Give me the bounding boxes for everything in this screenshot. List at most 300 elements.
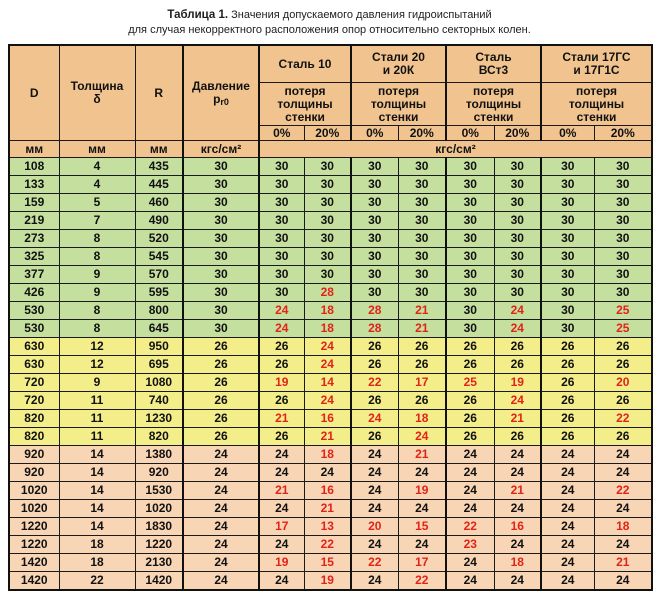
table-row <box>9 248 652 266</box>
steel-17gs-name-line-1: Стали 17ГС <box>562 50 631 64</box>
cell-steel-20-20pct: 30 <box>398 212 446 230</box>
cell-pressure: 30 <box>183 212 259 230</box>
header-wall-loss-steel-10 <box>259 83 351 126</box>
header-steel-17gs <box>541 45 652 83</box>
table-row <box>9 194 652 212</box>
cell-diameter: 1220 <box>9 536 59 554</box>
cell-radius: 800 <box>135 302 183 320</box>
cell-steel-10-0pct: 21 <box>259 410 304 428</box>
cell-17gs-0pct: 24 <box>541 572 594 591</box>
cell-thickness: 11 <box>59 410 135 428</box>
cell-thickness: 8 <box>59 302 135 320</box>
cell-steel-10-0pct: 19 <box>259 374 304 392</box>
wall-loss-line-1: потеря <box>575 83 617 98</box>
cell-pressure: 30 <box>183 320 259 338</box>
cell-radius: 2130 <box>135 554 183 572</box>
cell-radius: 695 <box>135 356 183 374</box>
table-caption <box>0 8 659 38</box>
cell-17gs-0pct: 30 <box>541 320 594 338</box>
cell-radius: 520 <box>135 230 183 248</box>
cell-17gs-20pct: 30 <box>594 248 652 266</box>
wall-loss-line-2: толщины <box>465 96 522 111</box>
cell-steel-20-20pct: 30 <box>398 230 446 248</box>
cell-vst3-0pct: 23 <box>446 536 494 554</box>
cell-17gs-0pct: 26 <box>541 374 594 392</box>
cell-radius: 1530 <box>135 482 183 500</box>
cell-vst3-20pct: 26 <box>494 338 541 356</box>
header-thickness-label: Толщина <box>70 79 124 93</box>
cell-steel-20-20pct: 30 <box>398 266 446 284</box>
cell-radius: 1080 <box>135 374 183 392</box>
table-row <box>9 356 652 374</box>
cell-steel-10-0pct: 17 <box>259 518 304 536</box>
header-steel-vst3 <box>446 45 541 83</box>
unit-diameter: мм <box>9 141 59 158</box>
header-radius <box>135 45 183 141</box>
cell-17gs-0pct: 24 <box>541 464 594 482</box>
cell-17gs-0pct: 30 <box>541 248 594 266</box>
cell-pressure: 30 <box>183 302 259 320</box>
table-row <box>9 410 652 428</box>
cell-diameter: 377 <box>9 266 59 284</box>
cell-diameter: 630 <box>9 356 59 374</box>
cell-diameter: 273 <box>9 230 59 248</box>
cell-thickness: 12 <box>59 338 135 356</box>
table-row <box>9 320 652 338</box>
cell-vst3-0pct: 30 <box>446 158 494 176</box>
cell-diameter: 1420 <box>9 554 59 572</box>
cell-steel-10-20pct: 30 <box>304 230 351 248</box>
header-diameter <box>9 45 59 141</box>
cell-steel-20-0pct: 30 <box>351 248 398 266</box>
cell-vst3-0pct: 30 <box>446 302 494 320</box>
cell-pressure: 26 <box>183 338 259 356</box>
cell-vst3-0pct: 24 <box>446 554 494 572</box>
cell-thickness: 14 <box>59 500 135 518</box>
cell-vst3-0pct: 26 <box>446 392 494 410</box>
cell-steel-10-0pct: 30 <box>259 284 304 302</box>
cell-17gs-0pct: 30 <box>541 194 594 212</box>
cell-vst3-20pct: 24 <box>494 500 541 518</box>
cell-steel-10-20pct: 30 <box>304 212 351 230</box>
cell-steel-20-0pct: 30 <box>351 176 398 194</box>
cell-steel-10-0pct: 24 <box>259 572 304 591</box>
header-radius-label: R <box>154 85 164 100</box>
cell-thickness: 7 <box>59 212 135 230</box>
cell-17gs-0pct: 30 <box>541 230 594 248</box>
wall-loss-line-1: потеря <box>377 83 419 98</box>
cell-steel-20-0pct: 24 <box>351 572 398 591</box>
cell-diameter: 820 <box>9 410 59 428</box>
cell-pressure: 30 <box>183 248 259 266</box>
caption-line-1 <box>0 8 659 23</box>
cell-pressure: 26 <box>183 410 259 428</box>
cell-17gs-0pct: 30 <box>541 302 594 320</box>
cell-steel-10-20pct: 18 <box>304 446 351 464</box>
cell-diameter: 219 <box>9 212 59 230</box>
cell-radius: 950 <box>135 338 183 356</box>
cell-steel-10-0pct: 24 <box>259 464 304 482</box>
cell-diameter: 159 <box>9 194 59 212</box>
cell-steel-10-0pct: 30 <box>259 212 304 230</box>
cell-diameter: 1220 <box>9 518 59 536</box>
cell-vst3-20pct: 30 <box>494 158 541 176</box>
table-row <box>9 554 652 572</box>
cell-steel-10-20pct: 15 <box>304 554 351 572</box>
cell-steel-20-0pct: 24 <box>351 500 398 518</box>
cell-17gs-20pct: 24 <box>594 446 652 464</box>
cell-thickness: 4 <box>59 176 135 194</box>
cell-steel-10-20pct: 16 <box>304 482 351 500</box>
cell-diameter: 1420 <box>9 572 59 591</box>
cell-steel-20-20pct: 30 <box>398 158 446 176</box>
cell-steel-20-20pct: 21 <box>398 302 446 320</box>
cell-radius: 645 <box>135 320 183 338</box>
cell-vst3-0pct: 30 <box>446 194 494 212</box>
cell-steel-20-20pct: 21 <box>398 320 446 338</box>
cell-steel-10-20pct: 24 <box>304 464 351 482</box>
cell-steel-10-0pct: 30 <box>259 248 304 266</box>
cell-17gs-0pct: 24 <box>541 518 594 536</box>
cell-pressure: 24 <box>183 500 259 518</box>
table-row <box>9 536 652 554</box>
cell-17gs-20pct: 21 <box>594 554 652 572</box>
caption-line-2: для случая некорректного расположения опор относительно секторных колен. <box>128 24 531 36</box>
cell-vst3-20pct: 30 <box>494 176 541 194</box>
cell-steel-20-0pct: 26 <box>351 392 398 410</box>
cell-diameter: 720 <box>9 392 59 410</box>
cell-pressure: 30 <box>183 176 259 194</box>
cell-17gs-0pct: 30 <box>541 176 594 194</box>
cell-vst3-0pct: 30 <box>446 230 494 248</box>
cell-steel-10-20pct: 24 <box>304 338 351 356</box>
cell-vst3-0pct: 26 <box>446 356 494 374</box>
table-row <box>9 446 652 464</box>
cell-steel-20-20pct: 19 <box>398 482 446 500</box>
cell-diameter: 530 <box>9 302 59 320</box>
header-steel-10-0pct: 0% <box>259 126 304 141</box>
cell-17gs-0pct: 24 <box>541 482 594 500</box>
pressure-subscript: r0 <box>220 97 229 107</box>
cell-vst3-20pct: 24 <box>494 302 541 320</box>
cell-steel-10-20pct: 13 <box>304 518 351 536</box>
cell-17gs-20pct: 18 <box>594 518 652 536</box>
cell-17gs-20pct: 20 <box>594 374 652 392</box>
cell-steel-10-20pct: 21 <box>304 428 351 446</box>
cell-pressure: 24 <box>183 446 259 464</box>
cell-steel-10-20pct: 30 <box>304 248 351 266</box>
cell-steel-10-20pct: 22 <box>304 536 351 554</box>
cell-radius: 445 <box>135 176 183 194</box>
header-pressure-label: Давление <box>192 79 250 93</box>
cell-vst3-0pct: 24 <box>446 464 494 482</box>
cell-steel-20-0pct: 24 <box>351 482 398 500</box>
cell-17gs-0pct: 26 <box>541 392 594 410</box>
cell-diameter: 820 <box>9 428 59 446</box>
cell-diameter: 530 <box>9 320 59 338</box>
cell-17gs-20pct: 30 <box>594 266 652 284</box>
steel-17gs-name-line-2: и 17Г1С <box>573 63 620 77</box>
table-row <box>9 392 652 410</box>
cell-17gs-0pct: 24 <box>541 554 594 572</box>
cell-steel-10-20pct: 16 <box>304 410 351 428</box>
cell-steel-10-0pct: 19 <box>259 554 304 572</box>
table-row <box>9 482 652 500</box>
cell-17gs-20pct: 30 <box>594 194 652 212</box>
cell-steel-20-0pct: 20 <box>351 518 398 536</box>
header-steel-20-20pct: 20% <box>398 126 446 141</box>
cell-pressure: 24 <box>183 518 259 536</box>
cell-vst3-0pct: 24 <box>446 446 494 464</box>
cell-steel-20-20pct: 24 <box>398 536 446 554</box>
cell-steel-20-0pct: 30 <box>351 284 398 302</box>
cell-steel-10-0pct: 24 <box>259 320 304 338</box>
cell-pressure: 24 <box>183 536 259 554</box>
table-row <box>9 302 652 320</box>
cell-17gs-0pct: 24 <box>541 446 594 464</box>
cell-steel-20-0pct: 28 <box>351 302 398 320</box>
cell-thickness: 11 <box>59 392 135 410</box>
cell-vst3-0pct: 30 <box>446 212 494 230</box>
cell-17gs-0pct: 24 <box>541 536 594 554</box>
header-vst3-20pct: 20% <box>494 126 541 141</box>
cell-17gs-20pct: 30 <box>594 284 652 302</box>
cell-17gs-20pct: 30 <box>594 158 652 176</box>
header-wall-loss-vst3 <box>446 83 541 126</box>
cell-vst3-0pct: 30 <box>446 284 494 302</box>
cell-thickness: 5 <box>59 194 135 212</box>
pressure-symbol: p <box>213 92 221 106</box>
steel-10-name: Сталь 10 <box>278 56 332 71</box>
header-diameter-label: D <box>29 85 39 100</box>
cell-pressure: 30 <box>183 284 259 302</box>
cell-steel-10-0pct: 30 <box>259 230 304 248</box>
cell-steel-10-20pct: 30 <box>304 158 351 176</box>
cell-thickness: 8 <box>59 230 135 248</box>
cell-vst3-0pct: 26 <box>446 338 494 356</box>
cell-radius: 740 <box>135 392 183 410</box>
header-vst3-0pct: 0% <box>446 126 494 141</box>
cell-thickness: 4 <box>59 158 135 176</box>
cell-steel-20-20pct: 30 <box>398 284 446 302</box>
cell-thickness: 9 <box>59 374 135 392</box>
cell-radius: 1830 <box>135 518 183 536</box>
cell-vst3-20pct: 30 <box>494 230 541 248</box>
cell-thickness: 9 <box>59 266 135 284</box>
wall-loss-line-3: стенки <box>378 109 419 124</box>
cell-steel-20-0pct: 30 <box>351 158 398 176</box>
cell-pressure: 24 <box>183 572 259 591</box>
cell-17gs-0pct: 26 <box>541 356 594 374</box>
header-17gs-0pct: 0% <box>541 126 594 141</box>
caption-text-1: Значения допускаемого давления гидроиспытаний <box>228 9 492 21</box>
cell-steel-10-0pct: 24 <box>259 500 304 518</box>
cell-thickness: 14 <box>59 464 135 482</box>
table-row <box>9 464 652 482</box>
cell-thickness: 14 <box>59 482 135 500</box>
cell-pressure: 24 <box>183 482 259 500</box>
cell-17gs-20pct: 30 <box>594 176 652 194</box>
cell-17gs-0pct: 30 <box>541 212 594 230</box>
cell-steel-20-20pct: 18 <box>398 410 446 428</box>
cell-vst3-0pct: 30 <box>446 266 494 284</box>
cell-17gs-20pct: 26 <box>594 338 652 356</box>
cell-thickness: 18 <box>59 554 135 572</box>
cell-steel-20-0pct: 26 <box>351 338 398 356</box>
cell-diameter: 630 <box>9 338 59 356</box>
cell-thickness: 18 <box>59 536 135 554</box>
cell-steel-10-20pct: 24 <box>304 356 351 374</box>
cell-steel-20-0pct: 24 <box>351 446 398 464</box>
cell-pressure: 30 <box>183 194 259 212</box>
cell-17gs-20pct: 24 <box>594 464 652 482</box>
steel-vst3-name-line-2: ВСт3 <box>478 63 509 77</box>
caption-number: Таблица 1. <box>167 9 229 21</box>
cell-pressure: 26 <box>183 374 259 392</box>
cell-steel-10-20pct: 30 <box>304 176 351 194</box>
cell-steel-10-20pct: 28 <box>304 284 351 302</box>
cell-vst3-20pct: 24 <box>494 464 541 482</box>
cell-radius: 595 <box>135 284 183 302</box>
cell-radius: 435 <box>135 158 183 176</box>
header-pressure <box>183 45 259 141</box>
cell-steel-10-20pct: 24 <box>304 392 351 410</box>
cell-steel-10-20pct: 30 <box>304 266 351 284</box>
table-row <box>9 500 652 518</box>
cell-vst3-20pct: 24 <box>494 392 541 410</box>
cell-pressure: 30 <box>183 266 259 284</box>
cell-steel-10-0pct: 26 <box>259 356 304 374</box>
table-row <box>9 518 652 536</box>
cell-vst3-20pct: 24 <box>494 536 541 554</box>
unit-pressure: кгс/см² <box>183 141 259 158</box>
cell-steel-20-20pct: 26 <box>398 338 446 356</box>
table-row <box>9 572 652 591</box>
table-row <box>9 158 652 176</box>
cell-vst3-20pct: 24 <box>494 572 541 591</box>
steel-20-name-line-2: и 20К <box>382 63 415 77</box>
cell-vst3-0pct: 30 <box>446 176 494 194</box>
cell-steel-20-20pct: 24 <box>398 500 446 518</box>
header-steel-20-0pct: 0% <box>351 126 398 141</box>
cell-steel-20-0pct: 24 <box>351 536 398 554</box>
cell-vst3-0pct: 25 <box>446 374 494 392</box>
cell-thickness: 9 <box>59 284 135 302</box>
header-17gs-20pct: 20% <box>594 126 652 141</box>
cell-steel-10-0pct: 21 <box>259 482 304 500</box>
cell-steel-10-0pct: 24 <box>259 302 304 320</box>
table-row <box>9 338 652 356</box>
cell-17gs-20pct: 25 <box>594 320 652 338</box>
header-wall-loss-17gs <box>541 83 652 126</box>
cell-radius: 1420 <box>135 572 183 591</box>
cell-steel-10-0pct: 26 <box>259 338 304 356</box>
cell-radius: 1220 <box>135 536 183 554</box>
cell-steel-20-0pct: 24 <box>351 464 398 482</box>
cell-steel-10-0pct: 30 <box>259 266 304 284</box>
units-row <box>9 141 652 158</box>
cell-pressure: 30 <box>183 158 259 176</box>
steel-vst3-name-line-1: Сталь <box>475 50 512 64</box>
cell-steel-20-20pct: 21 <box>398 446 446 464</box>
cell-vst3-20pct: 30 <box>494 266 541 284</box>
cell-steel-20-0pct: 30 <box>351 194 398 212</box>
wall-loss-line-3: стенки <box>473 109 514 124</box>
cell-steel-20-20pct: 30 <box>398 176 446 194</box>
cell-vst3-0pct: 30 <box>446 248 494 266</box>
cell-radius: 1020 <box>135 500 183 518</box>
cell-diameter: 920 <box>9 464 59 482</box>
cell-steel-10-0pct: 26 <box>259 428 304 446</box>
cell-vst3-20pct: 18 <box>494 554 541 572</box>
cell-17gs-0pct: 24 <box>541 500 594 518</box>
cell-vst3-0pct: 24 <box>446 572 494 591</box>
table-row <box>9 266 652 284</box>
wall-loss-line-2: толщины <box>277 96 333 111</box>
cell-steel-10-20pct: 19 <box>304 572 351 591</box>
cell-thickness: 8 <box>59 248 135 266</box>
cell-vst3-20pct: 16 <box>494 518 541 536</box>
cell-diameter: 920 <box>9 446 59 464</box>
cell-vst3-0pct: 24 <box>446 482 494 500</box>
cell-steel-10-0pct: 24 <box>259 446 304 464</box>
cell-pressure: 26 <box>183 428 259 446</box>
cell-radius: 545 <box>135 248 183 266</box>
unit-steel-pressures: кгс/см² <box>259 141 652 158</box>
cell-thickness: 22 <box>59 572 135 591</box>
cell-thickness: 12 <box>59 356 135 374</box>
cell-vst3-20pct: 24 <box>494 320 541 338</box>
cell-steel-20-0pct: 26 <box>351 356 398 374</box>
wall-loss-line-2: толщины <box>568 96 625 111</box>
cell-pressure: 24 <box>183 554 259 572</box>
cell-17gs-0pct: 30 <box>541 266 594 284</box>
cell-radius: 820 <box>135 428 183 446</box>
steel-20-name-line-1: Стали 20 <box>372 50 425 64</box>
cell-vst3-20pct: 21 <box>494 482 541 500</box>
unit-thickness: мм <box>59 141 135 158</box>
cell-steel-10-0pct: 30 <box>259 194 304 212</box>
wall-loss-line-1: потеря <box>472 83 514 98</box>
cell-steel-20-20pct: 26 <box>398 356 446 374</box>
cell-steel-20-20pct: 24 <box>398 464 446 482</box>
header-steel-20 <box>351 45 446 83</box>
cell-17gs-20pct: 24 <box>594 572 652 591</box>
cell-steel-20-0pct: 30 <box>351 230 398 248</box>
cell-vst3-20pct: 21 <box>494 410 541 428</box>
cell-vst3-0pct: 26 <box>446 428 494 446</box>
cell-vst3-20pct: 26 <box>494 356 541 374</box>
cell-17gs-0pct: 30 <box>541 284 594 302</box>
cell-vst3-20pct: 30 <box>494 194 541 212</box>
cell-steel-10-0pct: 24 <box>259 536 304 554</box>
cell-thickness: 14 <box>59 446 135 464</box>
cell-pressure: 26 <box>183 392 259 410</box>
cell-steel-10-20pct: 30 <box>304 194 351 212</box>
cell-radius: 460 <box>135 194 183 212</box>
cell-thickness: 14 <box>59 518 135 536</box>
cell-17gs-20pct: 30 <box>594 212 652 230</box>
cell-pressure: 24 <box>183 464 259 482</box>
cell-steel-20-20pct: 17 <box>398 374 446 392</box>
cell-pressure: 26 <box>183 356 259 374</box>
cell-vst3-20pct: 30 <box>494 284 541 302</box>
cell-steel-10-20pct: 21 <box>304 500 351 518</box>
wall-loss-line-1: потеря <box>284 83 326 98</box>
cell-17gs-20pct: 22 <box>594 482 652 500</box>
cell-vst3-20pct: 26 <box>494 428 541 446</box>
cell-radius: 1380 <box>135 446 183 464</box>
